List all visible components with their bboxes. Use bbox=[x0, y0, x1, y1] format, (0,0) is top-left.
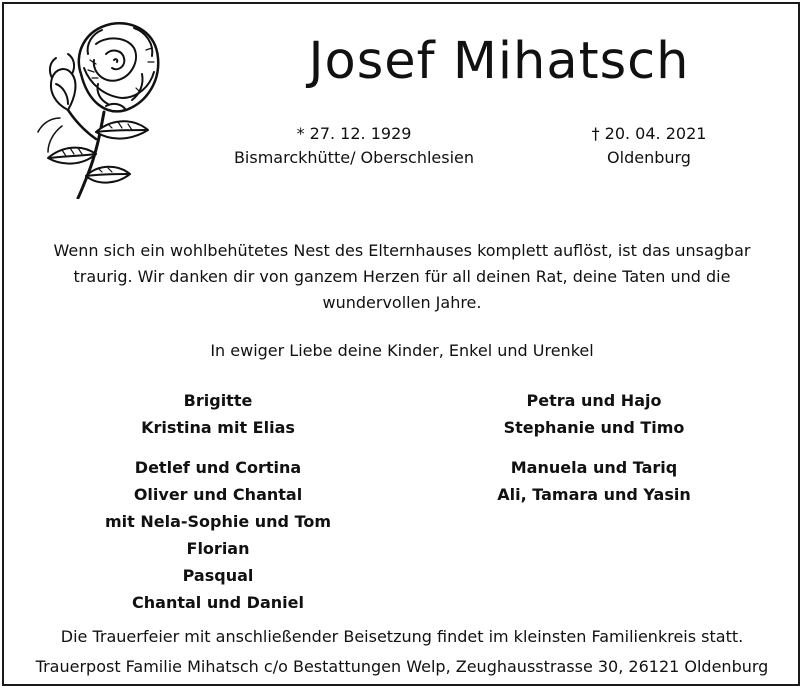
rose-icon bbox=[26, 14, 171, 199]
mourner-name: mit Nela-Sophie und Tom bbox=[104, 512, 332, 531]
love-line: In ewiger Liebe deine Kinder, Enkel und Urenkel bbox=[210, 341, 594, 360]
obituary-card bbox=[2, 2, 800, 686]
mail-address: Trauerpost Familie Mihatsch c/o Bestattungen Welp, Zeughausstrasse 30, 26121 Oldenburg bbox=[35, 657, 769, 676]
mourner-name: Oliver und Chantal bbox=[133, 485, 303, 504]
mourner-name: Stephanie und Timo bbox=[503, 418, 685, 437]
mourner-name: Petra und Hajo bbox=[526, 391, 662, 410]
mourners-right-group-1 bbox=[434, 387, 754, 441]
mourner-name: Manuela und Tariq bbox=[510, 458, 678, 477]
death-date: † 20. 04. 2021 bbox=[591, 124, 707, 143]
mourners-right-group-2 bbox=[434, 454, 754, 508]
mourner-name: Detlef und Cortina bbox=[134, 458, 302, 477]
death-place: Oldenburg bbox=[607, 148, 691, 167]
mourner-name: Ali, Tamara und Yasin bbox=[497, 485, 691, 504]
memorial-verse: Wenn sich ein wohlbehütetes Nest des Elternhauses komplett auflöst, ist das unsagbar traurig. Wir danken dir von ganzem Herzen für all deinen Rat, deine Taten und die wundervollen Jahre. bbox=[53, 241, 751, 312]
mourner-name: Pasqual bbox=[182, 566, 254, 585]
mourners-left-group-2 bbox=[58, 454, 378, 616]
birth-place: Bismarckhütte/ Oberschlesien bbox=[233, 148, 475, 167]
mourner-name: Brigitte bbox=[183, 391, 253, 410]
deceased-name: Josef Mihatsch bbox=[308, 32, 690, 91]
funeral-note: Die Trauerfeier mit anschließender Beisetzung findet im kleinsten Familienkreis statt. bbox=[60, 627, 744, 646]
mourner-name: Chantal und Daniel bbox=[132, 593, 304, 612]
birth-info bbox=[219, 122, 489, 170]
mourner-name: Florian bbox=[186, 539, 250, 558]
mourners-left-group-1 bbox=[58, 387, 378, 441]
mourner-name: Kristina mit Elias bbox=[141, 418, 295, 437]
death-info bbox=[529, 122, 769, 170]
birth-date: * 27. 12. 1929 bbox=[296, 124, 412, 143]
